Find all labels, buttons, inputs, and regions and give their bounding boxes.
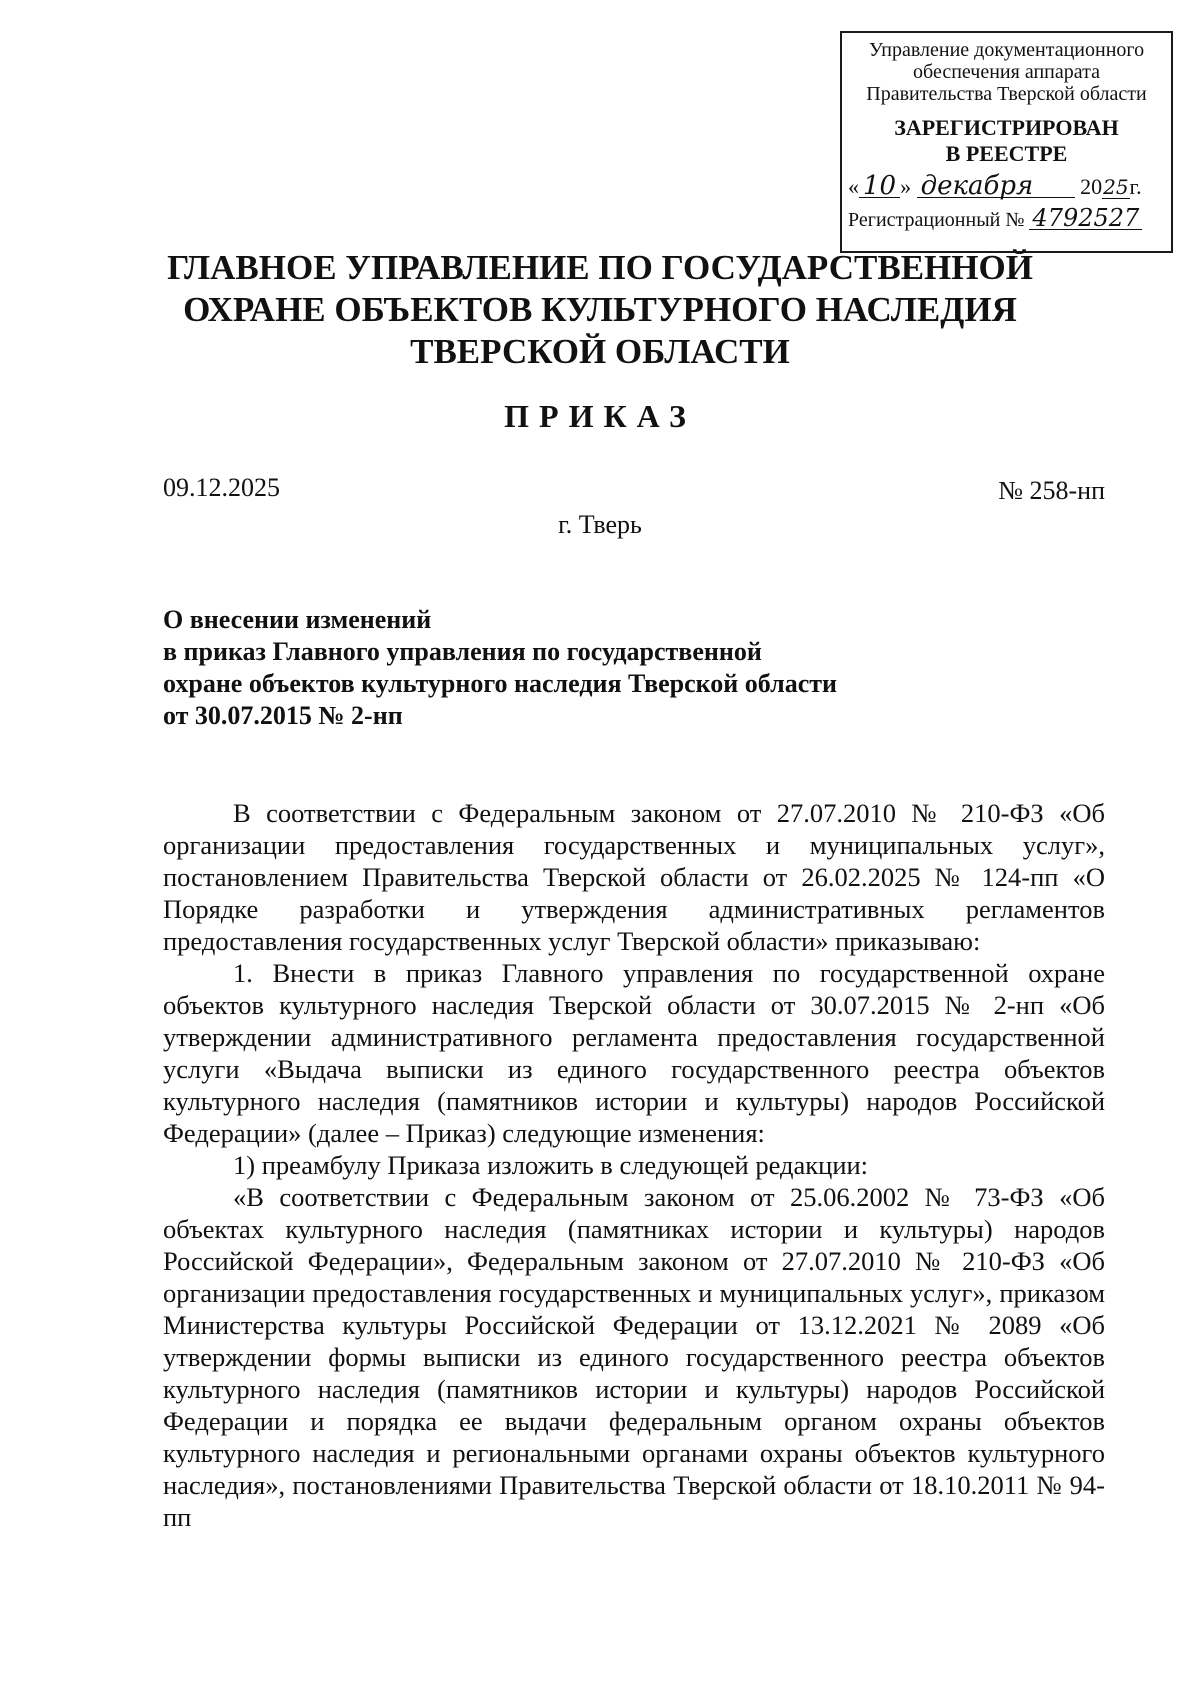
document-number: № 258-нп xyxy=(998,476,1105,505)
document-city: г. Тверь xyxy=(558,510,642,539)
organization-title-line: ОХРАНЕ ОБЪЕКТОВ КУЛЬТУРНОГО НАСЛЕДИЯ xyxy=(183,290,1017,329)
body-paragraph: 1. Внести в приказ Главного управления по государственной охране объектов культурного наследия Тверской области от 30.07.2015 № 2-нп «Об утверждении административного регламента предоставления государственной услуги «Выдача выписки из единого государственного реестра объектов культурного наследия (памятников истории и культуры) народов Российской Федерации» (далее – Приказ) следующие изменения: xyxy=(163,958,1105,1148)
stamp-date-month: декабря xyxy=(917,175,1075,198)
stamp-date-open-quote: « xyxy=(848,174,859,199)
subject-line: от 30.07.2015 № 2-нп xyxy=(163,701,403,730)
stamp-date-close-quote: » xyxy=(900,174,912,199)
stamp-reg-number-value: 4792527 xyxy=(1029,207,1142,230)
document-date: 09.12.2025 xyxy=(163,473,280,502)
subject-line: охране объектов культурного наследия Тверской области xyxy=(163,669,838,698)
document-body xyxy=(163,797,1105,1533)
stamp-year-unit: г. xyxy=(1129,174,1142,199)
body-paragraph: В соответствии с Федеральным законом от 27.07.2010 № 210-ФЗ «Об организации предоставления государственных и муниципальных услуг», постановлением Правительства Тверской области от 26.02.2025 № 124-пп «О Порядке разработки и утверждения административных регламентов предоставления государственных услуг Тверской области» приказываю: xyxy=(163,798,1105,956)
subject-line: в приказ Главного управления по государственной xyxy=(163,637,762,666)
organization-title xyxy=(160,247,1040,373)
registration-stamp xyxy=(840,31,1173,253)
body-paragraph: 1) преамбулу Приказа изложить в следующей редакции: xyxy=(233,1150,869,1180)
document-type-heading: ПРИКАЗ xyxy=(504,398,696,434)
stamp-date xyxy=(848,171,1165,201)
stamp-reg-number-label: Регистрационный № xyxy=(848,209,1025,231)
organization-title-line: ТВЕРСКОЙ ОБЛАСТИ xyxy=(410,332,790,371)
stamp-registered-label xyxy=(848,115,1165,167)
stamp-dept-line: Управление документационного xyxy=(868,39,1145,61)
document-subject xyxy=(163,604,963,732)
stamp-year-prefix: 20 xyxy=(1080,174,1103,199)
stamp-year-suffix: 25 xyxy=(1103,175,1129,199)
stamp-registered-line: ЗАРЕГИСТРИРОВАН xyxy=(894,115,1119,140)
stamp-reg-number xyxy=(848,204,1165,232)
stamp-registered-line: В РЕЕСТРЕ xyxy=(945,141,1068,166)
stamp-dept-line: Правительства Тверской области xyxy=(866,83,1147,105)
organization-title-line: ГЛАВНОЕ УПРАВЛЕНИЕ ПО ГОСУДАРСТВЕННОЙ xyxy=(167,248,1033,287)
stamp-date-day: 10 xyxy=(859,175,900,198)
stamp-dept-line: обеспечения аппарата xyxy=(913,61,1100,83)
body-paragraph: «В соответствии с Федеральным законом от 25.06.2002 № 73-ФЗ «Об объектах культурного наследия (памятниках истории и культуры) народов Российской Федерации», Федеральным законом от 27.07.2010 № 210-ФЗ «Об организации предоставления государственных и муниципальных услуг», приказом Министерства культуры Российской Федерации от 13.12.2021 № 2089 «Об утверждении формы выписки из единого государственного реестра объектов культурного наследия (памятников истории и культуры) народов Российской Федерации и порядка ее выдачи федеральным органом охраны объектов культурного наследия и региональными органами охраны объектов культурного наследия», постановлениями Правительства Тверской области от 18.10.2011 № 94-пп xyxy=(163,1182,1105,1532)
subject-line: О внесении изменений xyxy=(163,605,432,634)
